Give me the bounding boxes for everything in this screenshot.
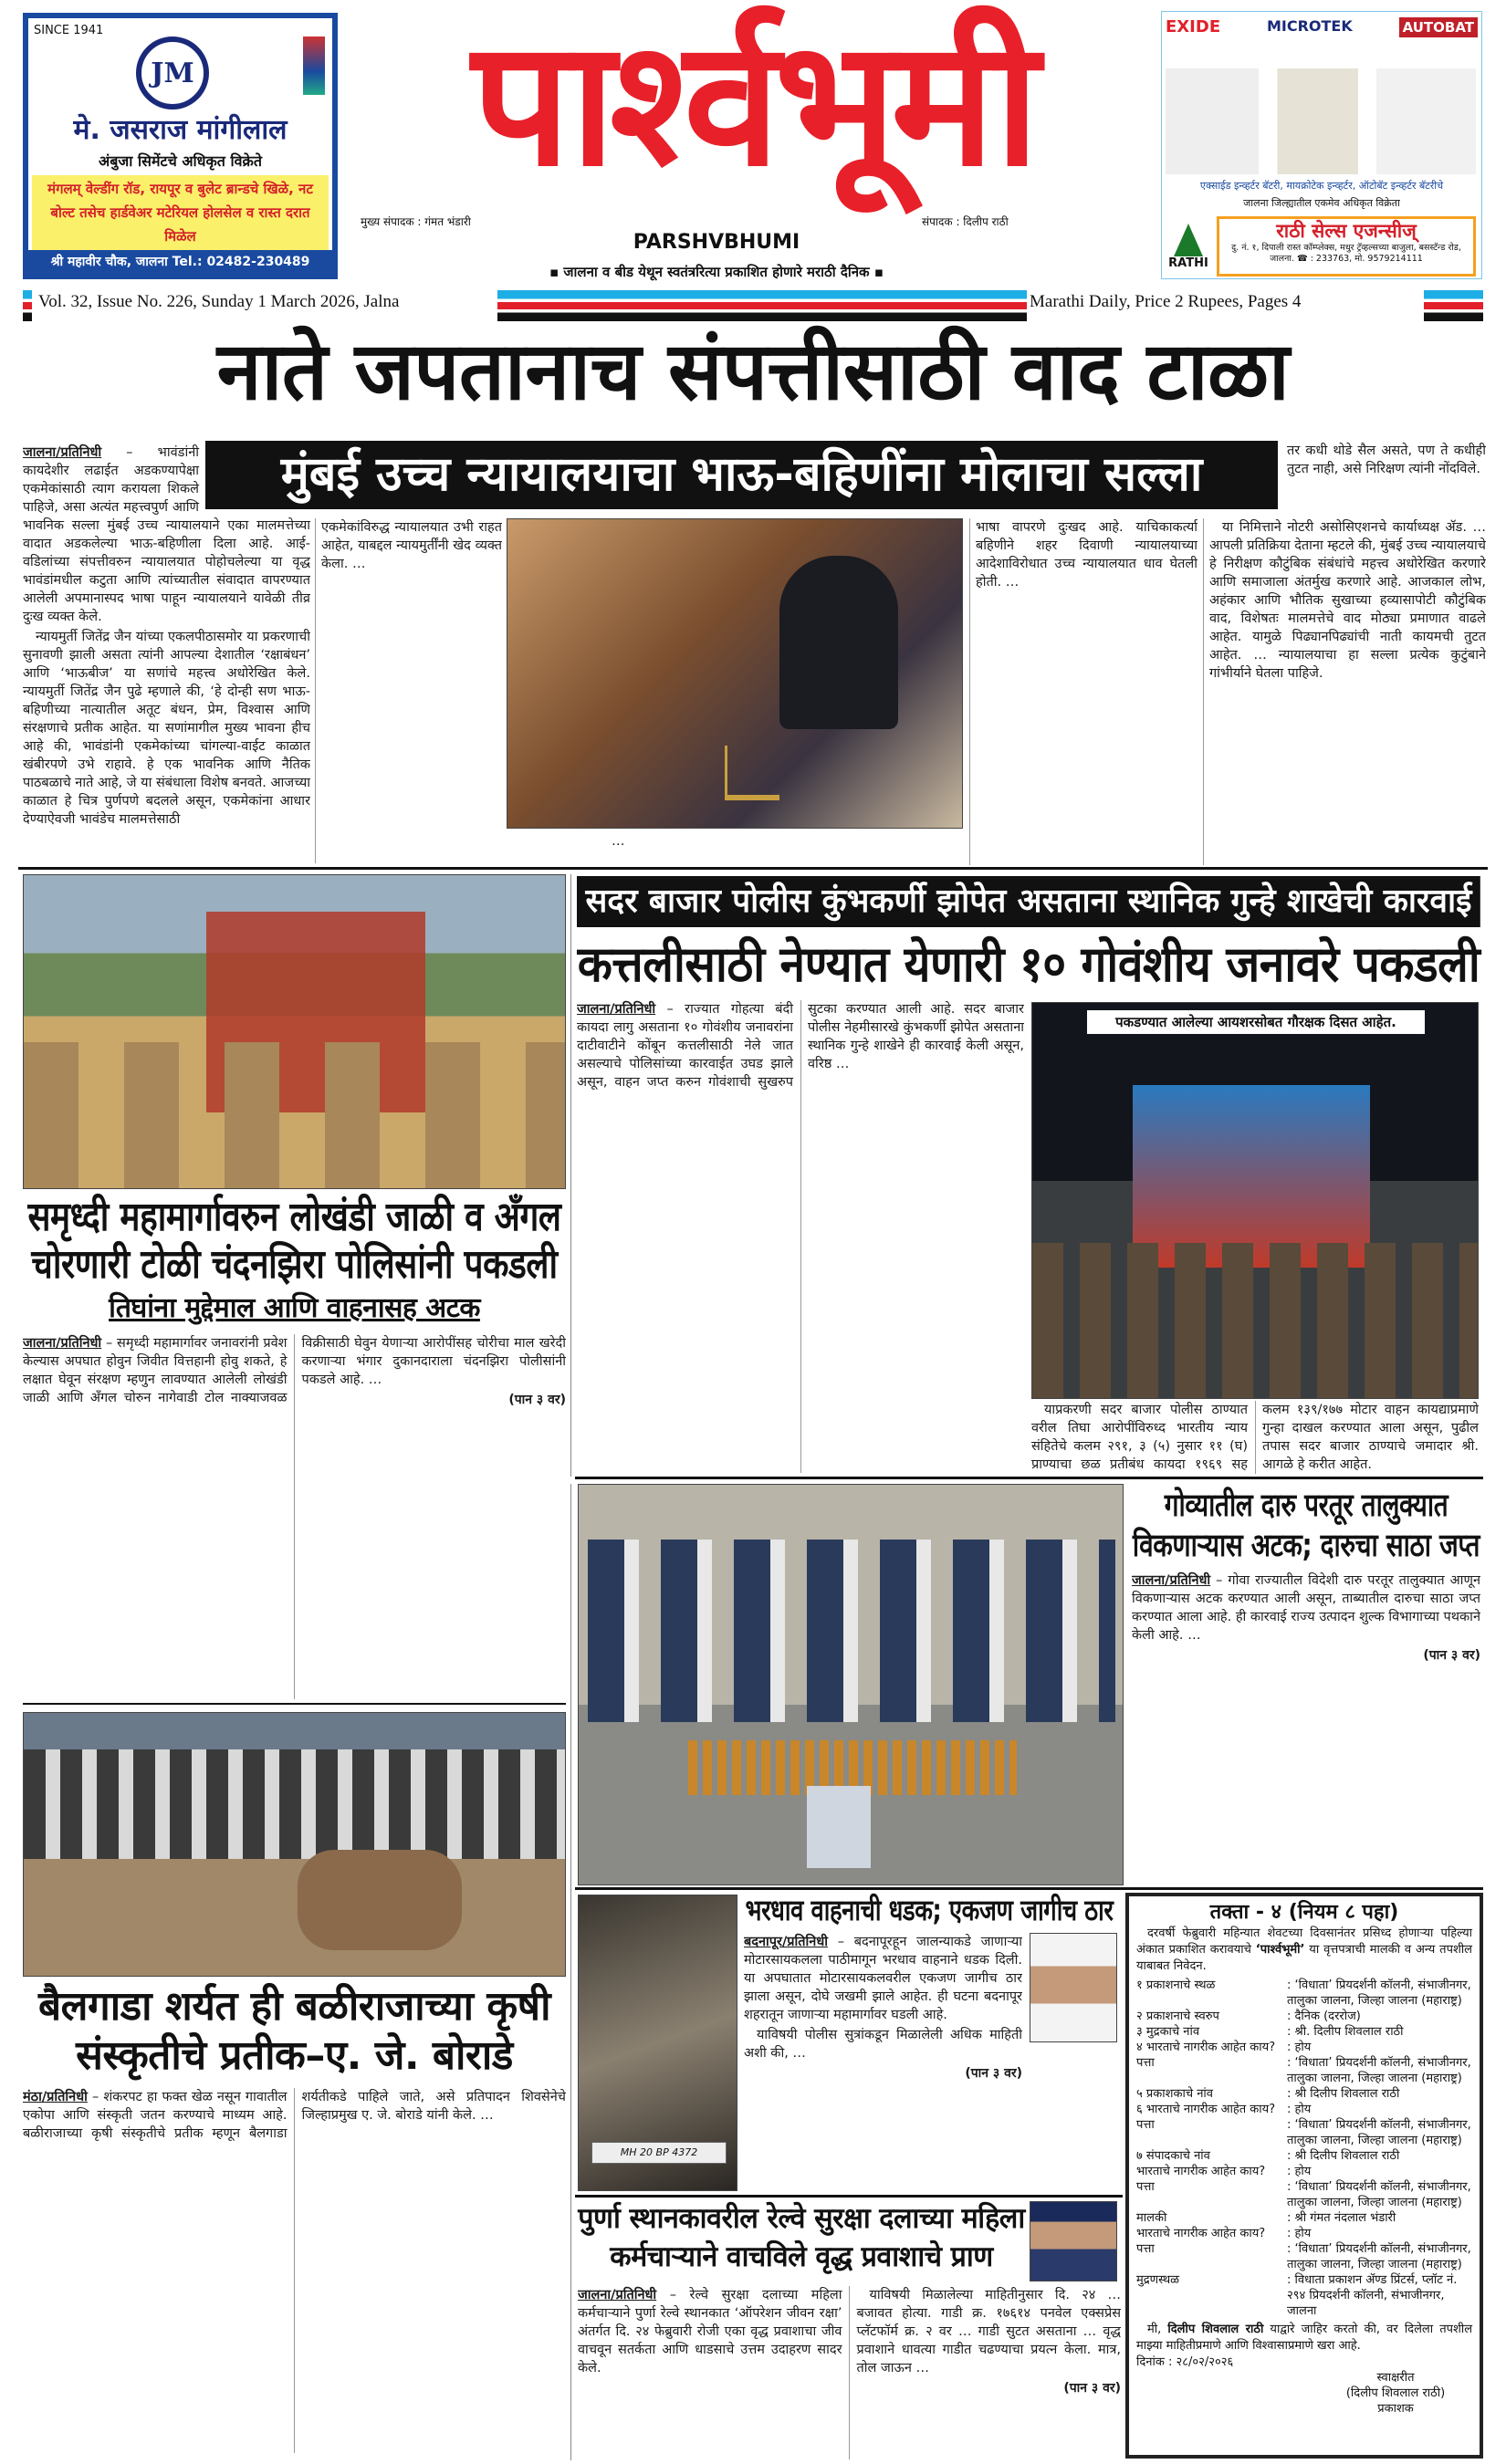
column-divider bbox=[570, 874, 571, 1477]
jm-logo bbox=[136, 37, 209, 110]
advertiser-subtitle: अंबुजा सिमेंटचे अधिकृत विक्रेते bbox=[99, 152, 262, 170]
exide-logo: EXIDE bbox=[1166, 17, 1221, 37]
dateline: मंठा/प्रतिनिधी bbox=[23, 2090, 88, 2104]
victim-photo bbox=[1030, 1933, 1117, 2042]
form-value: : होय bbox=[1287, 2103, 1312, 2116]
form-row bbox=[1136, 2148, 1472, 2164]
paragraph: – गोवा राज्यातील विदेशी दारु परतूर तालुक्यात आणून विकणाऱ्यास अटक करण्यात आली असून, ताब्यातील दारुचा साठा जप्त करण्यात आला आहे. ही कारवाई राज्य उत्पादन शुल्क विभागाच्या पथकाने केली आहे. … bbox=[1132, 1573, 1480, 1643]
newspaper-title: पार्श्वभूमी bbox=[472, 3, 1034, 204]
paragraph: – राज्यात गोहत्या बंदी कायदा लागु असताना १० गोवंशीय जनावरांना दाटीवाटीने कोंबून कत्तलीसाठी नेले जात असल्याचे पोलिसांच्या कारवाईत उघड झाले असून, वाहन जप्त करुन गोवंशाची सुखरुप सुटका करण्यात आली आहे. सदर बाजार पोलीस नेहमीसारखे कुंभकर्णी झोपेत असताना स्थानिक गुन्हे शाखेने ही कारवाई केली असून, वरिष्ठ … bbox=[577, 1002, 1024, 1090]
form-label: पत्ता bbox=[1136, 2118, 1155, 2132]
seized-truck-photo bbox=[1031, 1002, 1479, 1399]
samruddhi-body bbox=[23, 1334, 566, 1699]
form-label: २ प्रकाशनाचे स्वरुप bbox=[1136, 2010, 1219, 2023]
form-value: : ‘विधाता’ प्रियदर्शनी कॉलनी, संभाजीनगर, तालुका जालना, जिल्हा जालना (महाराष्ट्र) bbox=[1287, 2242, 1471, 2271]
continued-marker: (पान ३ वर) bbox=[1423, 1648, 1480, 1663]
form-label: ३ मुद्रकाचे नांव bbox=[1136, 2025, 1200, 2039]
dateline: जालना/प्रतिनिधी bbox=[578, 2288, 657, 2302]
lead-column-2 bbox=[315, 518, 502, 863]
bullock-cart-race-photo bbox=[23, 1712, 566, 1977]
form-label: पत्ता bbox=[1136, 2180, 1155, 2194]
crowd-figure bbox=[24, 1749, 566, 1859]
chief-editor: मुख्य संपादक : गंमत भंडारी bbox=[361, 215, 471, 228]
samruddhi-headline: समृध्दी महामार्गावरुन लोखंडी जाळी व अँगल चोरणारी टोळी चंदनझिरा पोलिसांनी पकडली bbox=[27, 1194, 561, 1288]
accused-figure bbox=[807, 1786, 871, 1868]
paragraph: या निमित्ताने नोटरी असोसिएशनचे कार्याध्यक्ष ॲड. … आपली प्रतिक्रिया देताना म्हटले की, मुंबई उच्च न्यायालयाचे हे निरीक्षण कौटुंबिक संबंधांचे महत्त्व अधोरेखित करणारे आणि समाजाला अंतर्मुख करणारे आहे. आजकाल लोभ, अहंकार आणि भौतिक सुखाच्या हव्यासापोटी कौटुंबिक वाद, विशेषतः मालमत्तेचे वाद मोठ्या प्रमाणात वाढले आहेत. यामुळे पिढ्यानपिढ्यांची नाती कायमची तुटत आहेत. … न्यायालयाचा हा सल्ला प्रत्येक कुटुंबाने गांभीर्याने घेतला पाहिजे. bbox=[1209, 520, 1486, 681]
ad-products: एक्साईड इन्व्हर्टर बॅटरी, मायक्रोटेक इन्व्हर्टर, ऑटोबॅट इन्व्हर्टर बॅटरीचे bbox=[1199, 180, 1444, 192]
paragraph: – भावंडांनी कायदेशीर लढाईत अडकण्यापेक्षा एकमेकांसाठी त्याग करायला शिकले पाहिजे, असा अत्यंत महत्त्वपुर्ण आणि भावनिक सल्ला मुंबई उच्च न्यायालयाने एका मालमत्तेच्या वादात अडकलेल्या भाऊ-बहिणीला दिला आहे. आई-वडिलांच्या संपत्तीवरुन न्यायालयात पोहोचलेल्या या वृद्ध भावंडांमधील कटुता आणि त्यांच्यातील संवादात वापरण्यात आलेली अपमानास्पद भाषा पाहून न्यायालयाने यावेळी तीव्र दुःख व्यक्त केले. bbox=[23, 445, 310, 624]
dateline: जालना/प्रतिनिधी bbox=[577, 1002, 656, 1017]
signer-name: (दिलीप शिवलाल राठी) bbox=[1345, 2386, 1446, 2400]
form-row bbox=[1136, 2055, 1472, 2086]
price-info: Marathi Daily, Price 2 Rupees, Pages 4 bbox=[1030, 292, 1302, 311]
section-divider bbox=[575, 1477, 1483, 1479]
form-value: : श्री दिलीप शिवलाल राठी bbox=[1287, 2149, 1400, 2163]
intro-text: दरवर्षी फेब्रुवारी महिन्यात शेवटच्या दिवसानंतर प्रसिध्द होणाऱ्या पहिल्या अंकात प्रकाशित करावयाचे bbox=[1136, 1926, 1472, 1957]
form-value: : होय bbox=[1287, 2227, 1312, 2240]
form-label: ७ संपादकाचे नांव bbox=[1136, 2149, 1210, 2163]
form-value: : ‘विधाता’ प्रियदर्शनी कॉलनी, संभाजीनगर, तालुका जालना, जिल्हा जालना (महाराष्ट्र) bbox=[1287, 2056, 1471, 2085]
bailgada-headline: बैलगाडा शर्यत ही बळीराजाच्या कृषी संस्कृतीचे प्रतीक–ए. जे. बोराडे bbox=[38, 1983, 550, 2079]
form-row bbox=[1136, 2086, 1472, 2102]
paragraph: याप्रकरणी सदर बाजार पोलीस ठाण्यात वरील तिघा आरोपींविरुध्द भारतीय न्याय संहितेचे कलम २९१, ३ (५) नुसार ११ (घ) प्राण्याचा छळ प्रतीबंध कायदा १९६९ सह कलम १३९/१७७ मोटार वाहन कायद्याप्रमाणे गुन्हा दाखल करण्यात आला असून, पुढील तपास सदर बाजार ठाण्याचे जमादार श्री. आगळे हे करीत आहेत. bbox=[1031, 1403, 1479, 1472]
form-value: : ‘विधाता’ प्रियदर्शनी कॉलनी, संभाजीनगर, तालुका जालना, जिल्हा जालना (महाराष्ट्र) bbox=[1287, 2180, 1471, 2209]
form-label: मालकी bbox=[1136, 2211, 1167, 2225]
since-label: SINCE 1941 bbox=[34, 24, 104, 37]
goa-body bbox=[1132, 1571, 1480, 1882]
subhead-spacer bbox=[199, 444, 310, 517]
form-row bbox=[1136, 2179, 1472, 2210]
jasraj-mangilal-ad bbox=[23, 13, 338, 279]
column-divider bbox=[570, 1484, 571, 2460]
paragraph: याविषयी मिळालेल्या माहितीनुसार दि. २४ … बजावत होत्या. गाडी क्र. १७६१४ पनवेल एक्सप्रेस प्लॅटफॉर्म क्र. २ वर … गाडी सुटत असताना … वृद्ध प्रवाशाने धावत्या गाडीत चढण्याचा प्रयत्न केला. मात्र, तोल जाऊन … bbox=[856, 2288, 1121, 2375]
signer-role: प्रकाशक bbox=[1377, 2402, 1414, 2416]
accident-body bbox=[744, 1933, 1022, 2191]
form-row bbox=[1136, 2024, 1472, 2040]
ad-authorized: जालना जिल्ह्यातील एकमेव अधिकृत विक्रेता bbox=[1243, 197, 1400, 209]
dealer-address: दु. नं. १, दिपाली रास्त कॉम्प्लेक्स, मधुर ट्रॅव्हल्सच्या बाजुला, बसस्टॅन्ड रोड, जालना. ☎ : 233763, मो. 9579214111 bbox=[1231, 243, 1461, 264]
dateline: जालना/प्रतिनिधी bbox=[23, 1336, 102, 1351]
declarant-name: दिलीप शिवलाल राठी bbox=[1167, 2323, 1264, 2336]
form-row bbox=[1136, 2210, 1472, 2226]
police-seized-material-photo bbox=[23, 874, 566, 1189]
battery-inverter-image bbox=[1166, 68, 1476, 174]
bailgada-body bbox=[23, 2088, 566, 2453]
stripe-decoration bbox=[23, 290, 32, 321]
lead-column-3: … bbox=[612, 834, 625, 849]
dateline: जालना/प्रतिनिधी bbox=[23, 445, 102, 460]
form-row bbox=[1136, 2241, 1472, 2272]
number-plate: MH 20 BP 4372 bbox=[591, 2142, 727, 2164]
paragraph: – रेल्वे सुरक्षा दलाच्या महिला कर्मचाऱ्याने पुर्णा रेल्वे स्थानकात ‘ऑपरेशन जीवन रक्षा’ अंतर्गत दि. २४ फेब्रुवारी रोजी एका वृद्ध प्रवाशाचा जीव वाचवून सतर्कता आणि धाडसाचे उत्तम उदाहरण सादर केले. bbox=[578, 2288, 842, 2375]
form-row bbox=[1136, 2040, 1472, 2055]
form-value: : श्री. दिलीप शिवलाल राठी bbox=[1287, 2025, 1404, 2039]
form-label: ६ भारताचे नागरीक आहेत काय? bbox=[1136, 2103, 1276, 2116]
form-row bbox=[1136, 1978, 1472, 2009]
form-label: मुद्रणस्थळ bbox=[1136, 2273, 1180, 2287]
judge-figure bbox=[779, 556, 898, 729]
form-row bbox=[1136, 2117, 1472, 2148]
stripe-decoration bbox=[1424, 290, 1483, 321]
form-value: : श्री गंमत नंदलाल भंडारी bbox=[1287, 2211, 1396, 2225]
form-intro bbox=[1136, 1926, 1472, 1975]
form-value: : ‘विधाता’ प्रियदर्शनी कॉलनी, संभाजीनगर, तालुका जालना, जिल्हा जालना (महाराष्ट्र) bbox=[1287, 2118, 1471, 2147]
railway-headline: पुर्णा स्थानकावरील रेल्वे सुरक्षा दलाच्या महिला कर्मचाऱ्याने वाचविले वृद्ध प्रवाशाचे प्राण bbox=[578, 2202, 1025, 2273]
form-value: : ‘विधाता’ प्रियदर्शनी कॉलनी, संभाजीनगर, तालुका जालना, जिल्हा जालना (महाराष्ट्र) bbox=[1287, 1979, 1471, 2008]
decl-text: मी, bbox=[1147, 2323, 1168, 2336]
lead-headline: नाते जपतानाच संपत्तीसाठी वाद टाळा bbox=[216, 324, 1290, 418]
lead-subhead: मुंबई उच्च न्यायालयाचा भाऊ-बहिणींना मोलाचा सल्ला bbox=[205, 441, 1278, 509]
samruddhi-subhead: तिघांना मुद्देमाल आणि वाहनासह अटक bbox=[109, 1292, 480, 1324]
editor: संपादक : दिलीप राठी bbox=[922, 215, 1009, 228]
paragraph: न्यायमुर्ती जितेंद्र जैन यांच्या एकलपीठासमोर या प्रकरणाची सुनावणी झाली असता त्यांनी आपल्या देशातील ‘रक्षाबंधन’ आणि ‘भाऊबीज’ या सणांचे महत्त्व अधोरेखित केले. न्यायमुर्ती जितेंद्र जैन पुढे म्हणाले की, ‘हे दोन्ही सण भाऊ-बहिणीच्या नात्यातील अतूट बंधन, प्रेम, विश्वास आणि संरक्षणाचे प्रतीक आहेत. या सणांमागील मुख्य भावना हीच आहे की, भावंडांनी एकमेकांच्या चांगल्या-वाईट काळात खंबीरपणे उभे राहावे. हे एक भावनिक आणि नैतिक पाठबळाचे नाते आहे, जे या संबंधाला विशेष बनवते. आजच्या काळात हे चित्र पुर्णपणे बदलले असून, एकमेकांना आधार देण्याऐवजी भावंडेच मालमत्तेसाठी bbox=[23, 630, 310, 827]
form-row bbox=[1136, 2272, 1472, 2319]
paragraph: तर कधी थोडे सैल असते, पण ते कधीही तुटत नाही, असे निरिक्षण त्यांनी नोंदविले. bbox=[1287, 444, 1486, 476]
intro-text: या वृत्तपत्राची मालकी व अन्य तपशील याबाबत निवेदन. bbox=[1136, 1943, 1472, 1973]
masthead-tagline: ▪ जालना व बीड येथून स्वतंत्ररित्या प्रकाशित होणारे मराठी दैनिक ▪ bbox=[549, 264, 884, 280]
autobat-logo: AUTOBAT bbox=[1399, 17, 1478, 37]
declaration bbox=[1136, 2322, 1472, 2354]
section-divider bbox=[23, 1703, 566, 1705]
jm-logo-text: JM bbox=[151, 57, 194, 89]
cattle-kicker: सदर बाजार पोलीस कुंभकर्णी झोपेत असताना स्थानिक गुन्हे शाखेची कारवाई bbox=[577, 876, 1480, 927]
stripe-decoration bbox=[497, 290, 1027, 321]
dealer-box bbox=[1217, 216, 1476, 277]
dateline: बदनापूर/प्रतिनिधी bbox=[744, 1935, 828, 1949]
truck-figure bbox=[1133, 1085, 1370, 1268]
cattle-headline: कत्तलीसाठी नेण्यात येणारी १० गोवंशीय जनावरे पकडली bbox=[577, 935, 1480, 993]
liquor-seizure-photo bbox=[578, 1484, 1124, 1885]
cattle-body-end bbox=[1031, 1401, 1479, 1474]
police-officers-figure bbox=[24, 1042, 566, 1188]
paragraph: – बदनापूरहून जालन्याकडे जाणाऱ्या मोटारसायकलला पाठीमागून भरधाव वाहनाने धडक दिली. या अपघातात मोटारसायकलवरील एकजण जागीच ठार झाला असून, दोघे जखमी झाले आहेत. ही घटना बदनापूर शहरातून जाणाऱ्या महामार्गावर घडली आहे. bbox=[744, 1935, 1022, 2022]
issue-info: Vol. 32, Issue No. 226, Sunday 1 March 2026, Jalna bbox=[38, 292, 400, 311]
lead-column-1 bbox=[23, 444, 310, 863]
rathi-logo bbox=[1166, 224, 1211, 270]
continued-marker: (पान ३ वर) bbox=[508, 1393, 566, 1407]
form-4-ownership-statement bbox=[1125, 1893, 1483, 2459]
paragraph: – समृध्दी महामार्गावर जनावरांनी प्रवेश केल्यास अपघात होवुन जिवीत वित्तहानी होवु शकते, हे लक्षात घेवून संरक्षण म्हणुन लावण्यात आलेली लोखंडी जाळी आणि अँगल चोरुन नागेवाडी टोल नाक्याजवळ विक्रीसाठी घेवुन येणाऱ्या आरोपींसह चोरीचा माल खरेदी करणाऱ्या भंगार दुकानदाराला चंदनझिरा पोलीसांनी पकडले आहे. … bbox=[23, 1336, 566, 1405]
decl-text: याद्वारे जाहिर करतो की, वर दिलेला तपशील माझ्या माहितीप्रमाणे आणि विश्वासाप्रमाणे खरा आहे. bbox=[1136, 2323, 1473, 2353]
form-value: : दैनिक (दररोज) bbox=[1287, 2010, 1361, 2023]
paragraph: – शंकरपट हा फक्त खेळ नसून गावातील एकोपा आणि संस्कृती जतन करण्याचे माध्यम आहे. बळीराजाच्या कृषी संस्कृतीचे प्रतीक म्हणून बैलगाडा शर्यतीकडे पाहिले जाते, असे प्रतिपादन शिवसेनेचे जिल्हाप्रमुख ए. जे. बोराडे यांनी केले. … bbox=[23, 2090, 566, 2141]
form-value: : श्री दिलीप शिवलाल राठी bbox=[1287, 2087, 1400, 2101]
swastik-emblem-icon bbox=[303, 37, 325, 95]
scales-of-justice-icon bbox=[725, 746, 779, 800]
rpf-officer-photo bbox=[1030, 2201, 1117, 2281]
form-row bbox=[1136, 2226, 1472, 2241]
form-label: भारताचे नागरीक आहेत काय? bbox=[1136, 2227, 1266, 2240]
accident-vehicle-photo bbox=[578, 1895, 737, 2191]
form-label: १ प्रकाशनाचे स्थळ bbox=[1136, 1979, 1216, 1992]
section-divider bbox=[18, 867, 1488, 870]
photo-caption: पकडण्यात आलेल्या आयशरसोबत गौरक्षक दिसत आहेत. bbox=[1087, 1010, 1425, 1034]
form-label: पत्ता bbox=[1136, 2056, 1155, 2070]
form-date: दिनांक : २८/०२/२०२६ bbox=[1136, 2355, 1234, 2369]
tree-icon bbox=[1174, 224, 1203, 256]
form-value: : होय bbox=[1287, 2041, 1312, 2054]
form-label: ५ प्रकाशकाचे नांव bbox=[1136, 2087, 1214, 2101]
lead-column-5 bbox=[1203, 518, 1486, 865]
continued-marker: (पान ३ वर) bbox=[965, 2066, 1022, 2081]
advertiser-address: श्री महावीर चौक, जालना Tel.: 02482-230489 bbox=[28, 250, 332, 274]
microtek-logo: MICROTEK bbox=[1266, 17, 1353, 35]
signature-block bbox=[1319, 2370, 1472, 2417]
form-value: : होय bbox=[1287, 2165, 1312, 2178]
form-label: ४ भारताचे नागरीक आहेत काय? bbox=[1136, 2041, 1276, 2054]
dealer-name: राठी सेल्स एजन्सीज् bbox=[1276, 220, 1417, 242]
officers-figure bbox=[588, 1540, 1115, 1722]
signed-label: स्वाक्षरीत bbox=[1376, 2371, 1415, 2385]
lead-column-4 bbox=[969, 518, 1197, 865]
advertiser-name: मे. जसराज मांगीलाल bbox=[73, 114, 288, 146]
form-row bbox=[1136, 2102, 1472, 2117]
section-divider bbox=[575, 1887, 1483, 1890]
form-title: तक्ता - ४ (नियम ८ पहा) bbox=[1209, 1901, 1399, 1924]
rathi-sales-ad bbox=[1161, 11, 1482, 279]
lead-column-5-top bbox=[1287, 442, 1486, 517]
form-label: पत्ता bbox=[1136, 2242, 1155, 2256]
dateline: जालना/प्रतिनिधी bbox=[1132, 1573, 1211, 1588]
advertiser-products: मंगलम् वेल्डींग रॉड, रायपूर व बुलेट ब्रान्डचे खिळे, नट बोल्ट तसेच हार्डवेअर मटेरियल होलसेल व रास्त दरात मिळेल bbox=[32, 175, 329, 250]
cattle-body bbox=[577, 1000, 1024, 1473]
form-row bbox=[1136, 2009, 1472, 2024]
people-figure bbox=[1032, 1243, 1479, 1398]
rathi-logo-text: RATHI bbox=[1168, 256, 1208, 270]
form-rows bbox=[1136, 1978, 1472, 2319]
paragraph: एकमेकांविरुद्ध न्यायालयात उभी राहत आहेत, याबद्दल न्यायमुर्तींनी खेद व्यक्त केला. … bbox=[321, 520, 502, 571]
form-value: : विधाता प्रकाशन ॲण्ड प्रिंटर्स, प्लॉट नं. २९४ प्रियदर्शनी कॉलनी, संभाजीनगर, जालना bbox=[1287, 2273, 1458, 2318]
goa-headline: गोव्यातील दारु परतूर तालुक्यात विकणाऱ्यास अटक; दारुचा साठा जप्त bbox=[1132, 1488, 1480, 1564]
bull-figure bbox=[298, 1850, 462, 1950]
paragraph: याविषयी पोलीस सुत्रांकडून मिळालेली अधिक माहिती अशी की, … bbox=[744, 2028, 1022, 2061]
form-label: भारताचे नागरीक आहेत काय? bbox=[1136, 2165, 1266, 2178]
accident-headline: भरधाव वाहनाची धडक; एकजण जागीच ठार bbox=[745, 1893, 1114, 1927]
court-illustration-image bbox=[507, 518, 963, 829]
title-english: PARSHVBHUMI bbox=[633, 231, 800, 254]
railway-body bbox=[578, 2286, 1121, 2459]
form-row bbox=[1136, 2164, 1472, 2179]
paragraph: भाषा वापरणे दुःखद आहे. याचिकाकर्त्या बहिणीने शहर दिवाणी न्यायालयाच्या आदेशाविरोधात उच्च न्यायालयात धाव घेतली होती. … bbox=[976, 520, 1197, 590]
section-divider bbox=[575, 2195, 1123, 2198]
continued-marker: (पान ३ वर) bbox=[1063, 2381, 1121, 2396]
paper-name: ‘पार्श्वभूमी’ bbox=[1255, 1943, 1305, 1957]
